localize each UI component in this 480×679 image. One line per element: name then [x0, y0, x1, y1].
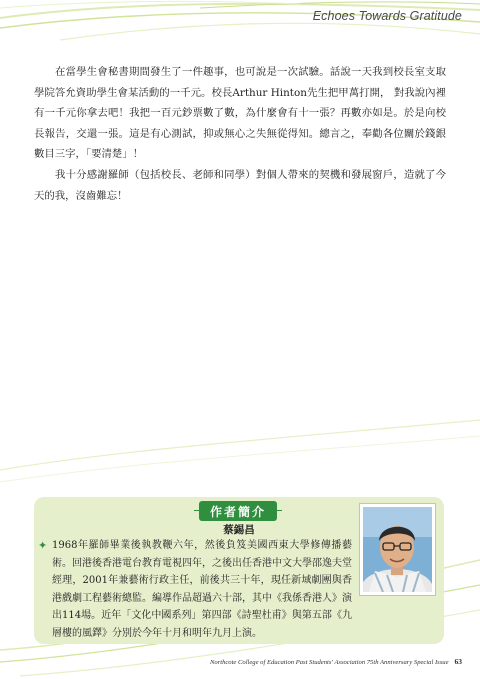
- bullet-star-icon: ✦: [38, 539, 48, 552]
- author-name: 蔡錫昌: [223, 524, 255, 536]
- page-footer: [200, 657, 462, 666]
- author-portrait: [363, 507, 432, 592]
- author-bio-text: [38, 537, 352, 643]
- author-photo-frame: [359, 503, 436, 596]
- bio-heading: 作者簡介: [199, 501, 277, 521]
- footer-text: Northcote College of Education Past Students' Association 75th Anniversary Special Issue: [209, 659, 449, 666]
- article-body: [34, 62, 446, 206]
- article-paragraph: 我十分感謝羅師（包括校長、老師和同學）對個人帶來的契機和發展窗戶，造就了今天的我，沒齒難忘！: [34, 168, 446, 202]
- article-paragraph: 在當學生會秘書期間發生了一件趣事，也可說是一次試驗。話說一天我到校長室支取學院答允資助學生會某活動的一千元。校長Arthur Hinton先生把甲萬打開， 對我說內裡有一千元你拿去吧！我把一百元鈔票數了數，為什麼會有十一張？再數亦如是。於是向校長報告，交還一張。這是有心測試，抑或無心之失無從得知。總言之，奉勸各位關於錢銀數目三字，「要清楚」！: [34, 66, 446, 161]
- author-bio-box: [34, 497, 444, 644]
- running-header: Echoes Towards Gratitude: [312, 9, 462, 23]
- bio-paragraph: 1968年羅師畢業後執教鞭六年，然後負笈美國西東大學修傳播藝術。回港後香港電台教育電視四年，之後出任香港中文大學邵逸夫堂經理，2001年兼藝術行政主任，前後共三十年，現任新域劇團與香港戲劇工程藝術總監。編導作品超過六十部，其中《我係香港人》演出114場。近年「文化中國系列」第四部《詩聖杜甫》與第五部《九層樓的風鐸》分別於今年十月和明年九月上演。: [52, 540, 352, 639]
- page-number: 63: [454, 657, 462, 666]
